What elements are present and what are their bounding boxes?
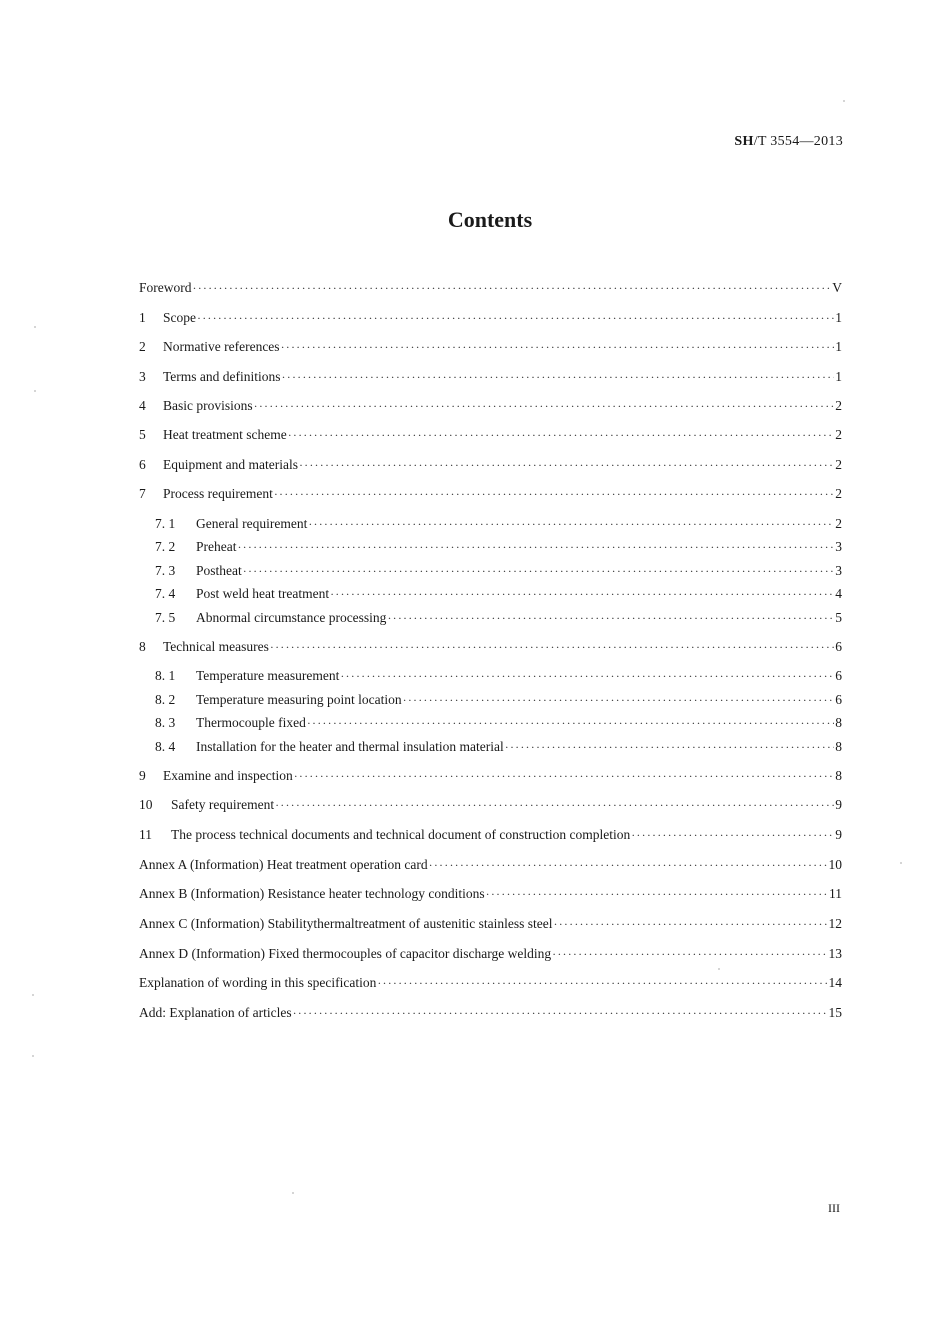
scan-speck	[32, 994, 34, 996]
toc-entry-section-3[interactable]: 3 Terms and definitions ····· 1	[139, 369, 842, 389]
scan-speck	[32, 1055, 34, 1057]
toc-entry-foreword[interactable]: Foreword ····· V	[139, 280, 842, 300]
document-code: SH/T 3554—2013	[734, 134, 843, 149]
toc-entry-annex-d[interactable]: Annex D (Information) Fixed thermocouples of capacitor discharge welding ····· 13	[139, 946, 842, 966]
toc-entry-section-6[interactable]: 6 Equipment and materials ····· 2	[139, 457, 842, 477]
scan-speck	[292, 1192, 294, 1194]
toc-entry-section-10[interactable]: 10 Safety requirement ····· 9	[139, 797, 842, 817]
scan-speck	[34, 390, 36, 392]
toc-entry-section-7[interactable]: 7 Process requirement ····· 2	[139, 486, 842, 506]
toc-entry-section-7-5[interactable]: 7. 5 Abnormal circumstance processing ····· 5	[155, 610, 842, 630]
toc-entry-section-8[interactable]: 8 Technical measures ····· 6	[139, 639, 842, 659]
toc-entry-wording-explanation[interactable]: Explanation of wording in this specification ····· 14	[139, 975, 842, 995]
page-number: III	[828, 1201, 840, 1215]
page-title: Contents	[447, 207, 533, 232]
toc-entry-section-7-2[interactable]: 7. 2 Preheat ····· 3	[155, 539, 842, 559]
toc-entry-section-7-4[interactable]: 7. 4 Post weld heat treatment ····· 4	[155, 586, 842, 606]
toc-entry-annex-a[interactable]: Annex A (Information) Heat treatment operation card ····· 10	[139, 857, 842, 877]
scan-speck	[34, 326, 36, 328]
toc-entry-annex-c[interactable]: Annex C (Information) Stabilitythermaltreatment of austenitic stainless steel ····· 12	[139, 916, 842, 936]
scan-speck	[900, 862, 902, 864]
toc-entry-section-8-1[interactable]: 8. 1 Temperature measurement ····· 6	[155, 668, 842, 688]
toc-entry-section-2[interactable]: 2 Normative references ····· 1	[139, 339, 842, 359]
toc-entry-section-8-2[interactable]: 8. 2 Temperature measuring point location ····· 6	[155, 692, 842, 712]
toc-entry-annex-b[interactable]: Annex B (Information) Resistance heater technology conditions ····· 11	[139, 886, 842, 906]
toc-entry-section-1[interactable]: 1 Scope ····· 1	[139, 310, 842, 330]
toc-entry-articles-explanation[interactable]: Add: Explanation of articles ····· 15	[139, 1005, 842, 1025]
scan-speck	[843, 100, 845, 102]
toc-entry-section-4[interactable]: 4 Basic provisions ····· 2	[139, 398, 842, 418]
toc-entry-section-8-4[interactable]: 8. 4 Installation for the heater and thermal insulation material ····· 8	[155, 739, 842, 759]
toc-entry-section-8-3[interactable]: 8. 3 Thermocouple fixed ····· 8	[155, 715, 842, 735]
toc-entry-section-11[interactable]: 11 The process technical documents and technical document of construction completion ····· 9	[139, 827, 842, 847]
toc-entry-section-5[interactable]: 5 Heat treatment scheme ····· 2	[139, 427, 842, 447]
toc-entry-section-7-1[interactable]: 7. 1 General requirement ····· 2	[155, 516, 842, 536]
scan-speck	[718, 968, 720, 970]
toc-entry-section-7-3[interactable]: 7. 3 Postheat ····· 3	[155, 563, 842, 583]
toc-entry-section-9[interactable]: 9 Examine and inspection ····· 8	[139, 768, 842, 788]
